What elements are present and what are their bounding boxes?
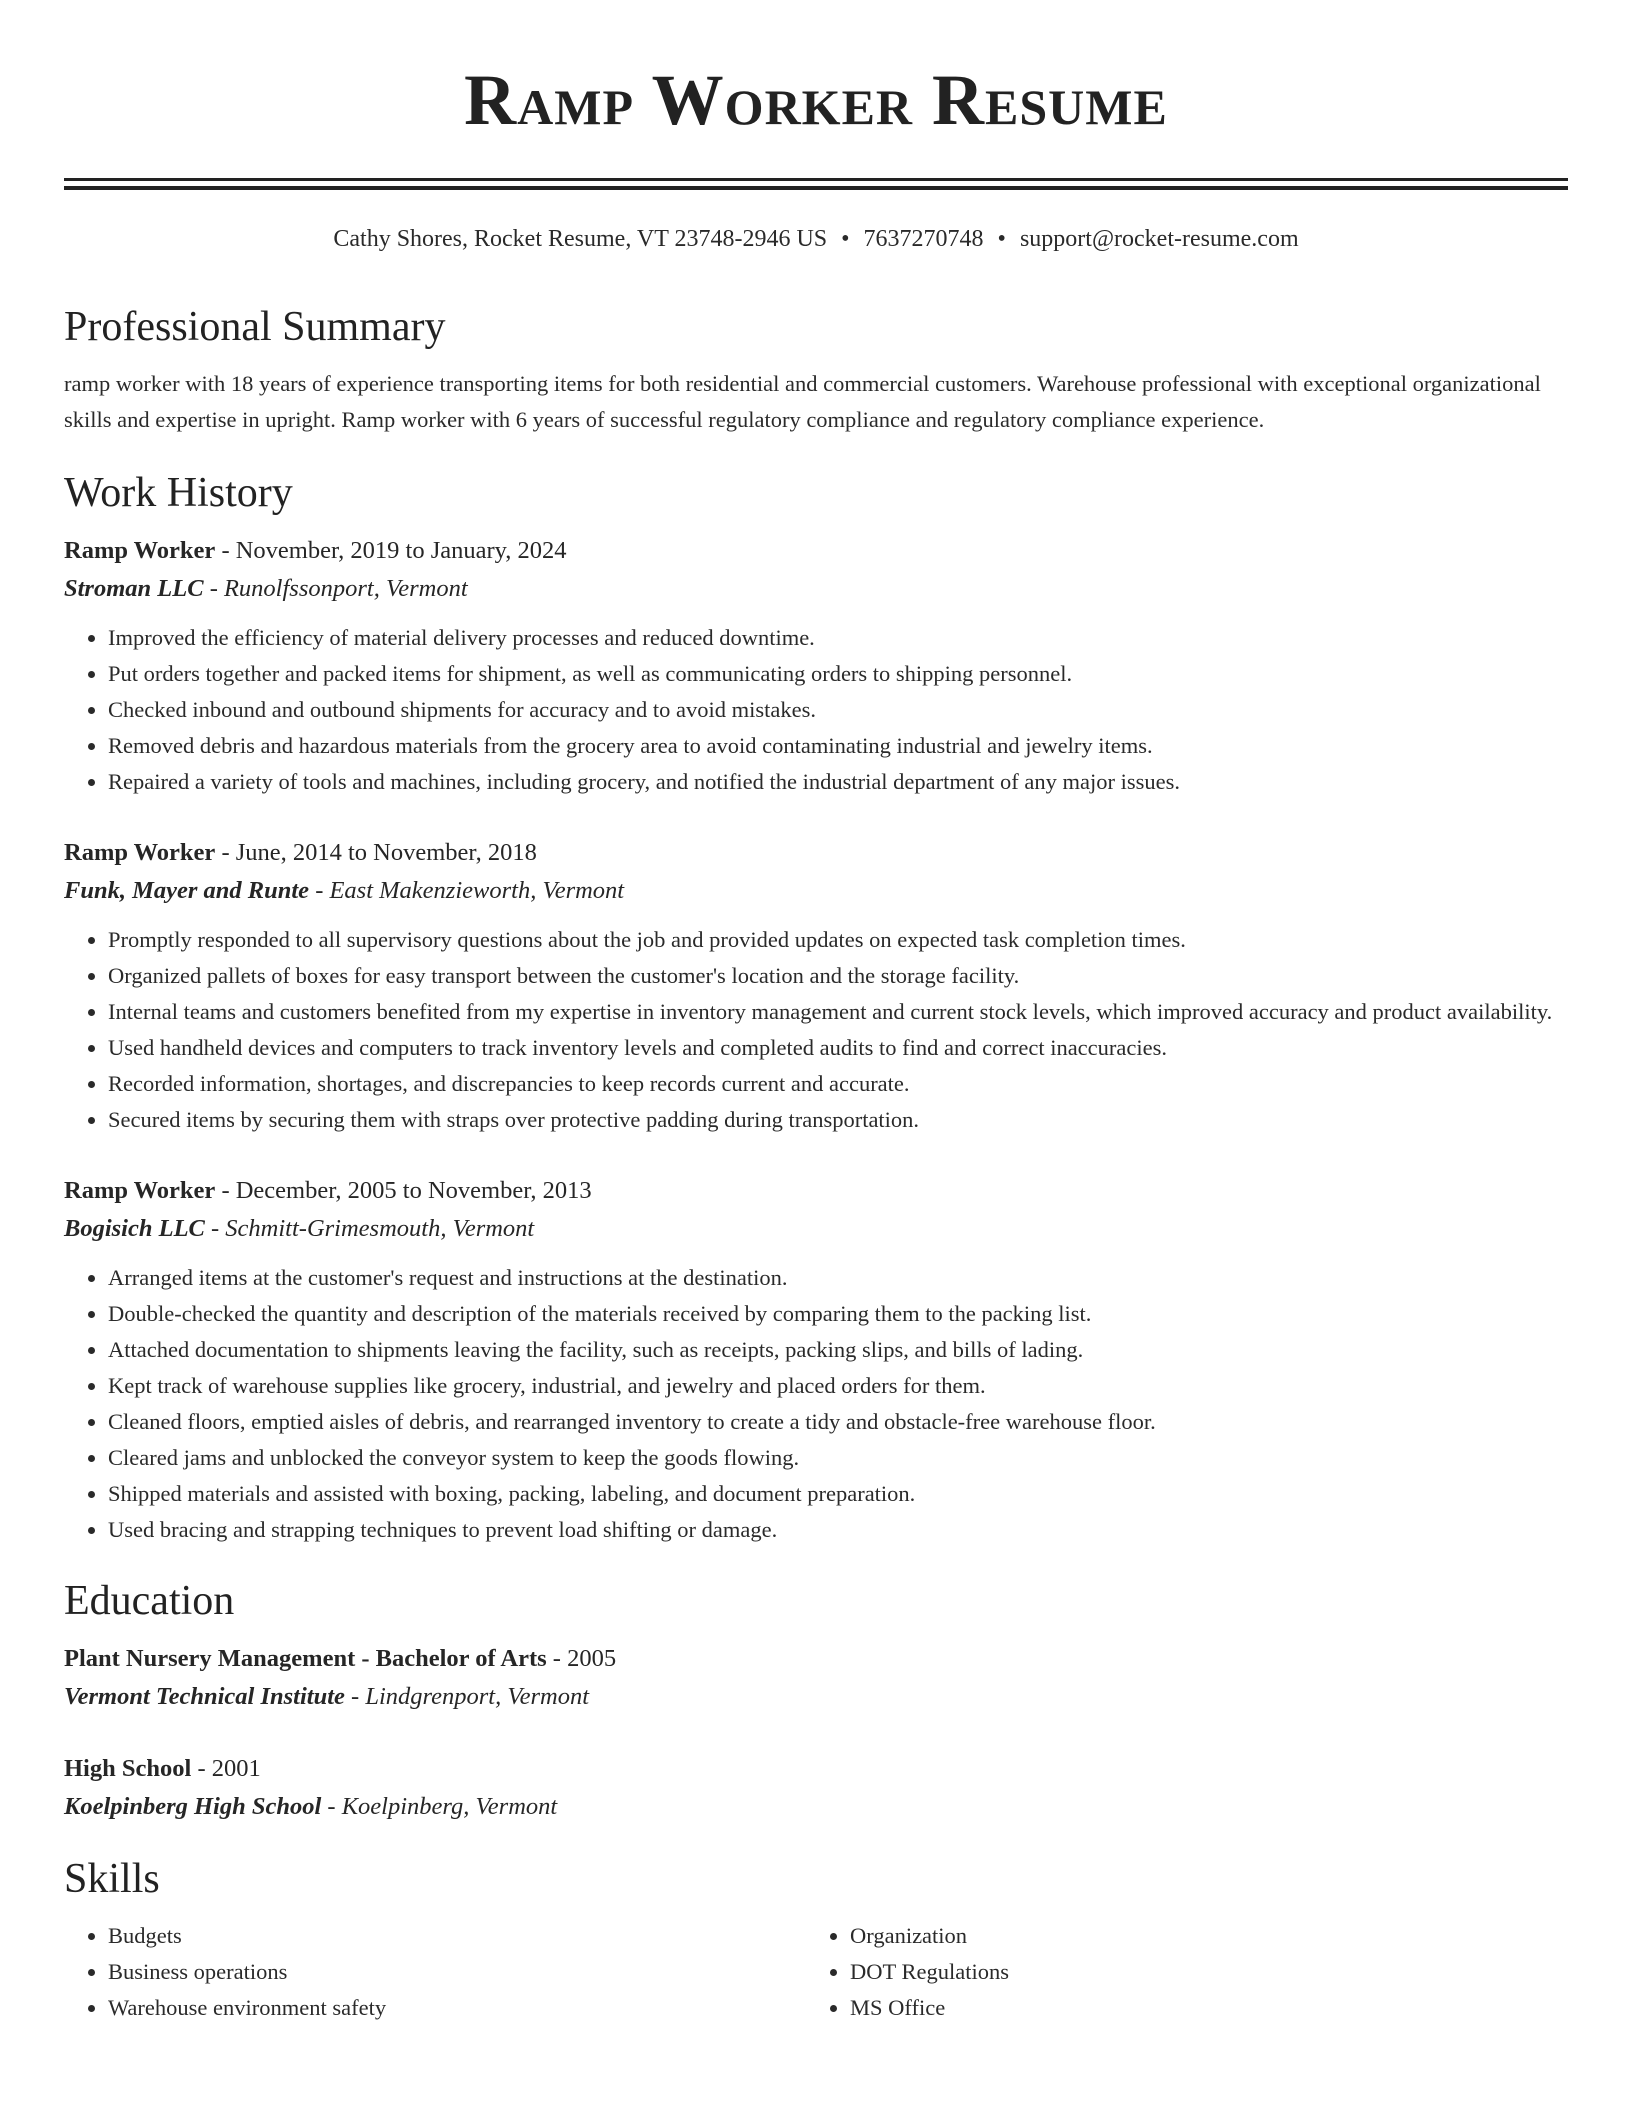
summary-text: ramp worker with 18 years of experience transporting items for both residential and commercial customers. Warehouse professional with exceptional organizational skills and expertise in upright. Ramp worker with 6 years of successful regulatory compliance and regulatory compliance experience.	[64, 371, 1541, 432]
job-title-line	[64, 834, 1568, 872]
skills-column-right	[806, 1918, 1548, 2026]
job-bullets	[64, 1260, 1568, 1548]
title-divider	[64, 178, 1568, 190]
education-year: - 2005	[552, 1645, 617, 1672]
education-school: Koelpinberg High School	[64, 1793, 322, 1820]
skill-item: • Organization	[850, 1918, 1548, 1954]
skill-item: • Budgets	[108, 1918, 806, 1954]
education	[64, 1640, 1568, 1826]
education-degree-line	[64, 1750, 1568, 1788]
education-degree: Plant Nursery Management - Bachelor of Arts	[64, 1645, 547, 1672]
education-degree: High School	[64, 1755, 192, 1782]
job-bullet: • Kept track of warehouse supplies like grocery, industrial, and jewelry and placed orders for them.	[108, 1368, 1568, 1404]
job-title: Ramp Worker	[64, 1177, 216, 1204]
job-bullets	[64, 922, 1568, 1138]
job-bullet: • Recorded information, shortages, and discrepancies to keep records current and accurate.	[108, 1066, 1568, 1102]
contact-address: Cathy Shores, Rocket Resume, VT 23748-2946 US	[333, 226, 828, 252]
job-company: Stroman LLC	[64, 575, 204, 602]
job-company-line	[64, 872, 1568, 910]
skills-heading: Skills	[64, 1856, 160, 1902]
job-company-line	[64, 570, 1568, 608]
job-bullet: • Removed debris and hazardous materials from the grocery area to avoid contaminating industrial and jewelry items.	[108, 728, 1568, 764]
education-school-line	[64, 1788, 1568, 1826]
education-degree-line	[64, 1640, 1568, 1678]
job-location: - East Makenzieworth, Vermont	[315, 877, 625, 904]
education-school-line	[64, 1678, 1568, 1716]
contact-separator: •	[997, 226, 1006, 252]
education-entry	[64, 1640, 1568, 1716]
job-location: - Runolfssonport, Vermont	[209, 575, 468, 602]
job-company: Bogisich LLC	[64, 1215, 205, 1242]
job-title: Ramp Worker	[64, 537, 216, 564]
resume-title: Ramp Worker Resume	[464, 60, 1168, 140]
education-entry	[64, 1750, 1568, 1826]
skills-column-left	[64, 1918, 806, 2026]
work-history	[64, 532, 1568, 1548]
job-bullet: • Internal teams and customers benefited from my expertise in inventory management and current stock levels, which improved accuracy and product availability.	[108, 994, 1568, 1030]
job-bullet: • Put orders together and packed items for shipment, as well as communicating orders to shipping personnel.	[108, 656, 1568, 692]
job-company: Funk, Mayer and Runte	[64, 877, 310, 904]
job-company-line	[64, 1210, 1568, 1248]
job-bullet: • Checked inbound and outbound shipments for accuracy and to avoid mistakes.	[108, 692, 1568, 728]
job-bullet: • Used handheld devices and computers to track inventory levels and completed audits to find and correct inaccuracies.	[108, 1030, 1568, 1066]
job-title-line	[64, 532, 1568, 570]
job-location: - Schmitt-Grimesmouth, Vermont	[211, 1215, 535, 1242]
job-bullet: • Improved the efficiency of material delivery processes and reduced downtime.	[108, 620, 1568, 656]
job-bullet: • Secured items by securing them with straps over protective padding during transportation.	[108, 1102, 1568, 1138]
skills-list	[64, 1918, 1568, 2026]
contact-line	[64, 222, 1568, 256]
job-bullet: • Organized pallets of boxes for easy transport between the customer's location and the storage facility.	[108, 958, 1568, 994]
contact-phone: 7637270748	[863, 226, 984, 252]
job-dates: - December, 2005 to November, 2013	[221, 1177, 592, 1204]
job-bullet: • Double-checked the quantity and description of the materials received by comparing them to the packing list.	[108, 1296, 1568, 1332]
skill-item: • MS Office	[850, 1990, 1548, 2026]
job-bullet: • Attached documentation to shipments leaving the facility, such as receipts, packing slips, and bills of lading.	[108, 1332, 1568, 1368]
job-bullet: • Repaired a variety of tools and machines, including grocery, and notified the industrial department of any major issues.	[108, 764, 1568, 800]
education-location: - Lindgrenport, Vermont	[351, 1683, 589, 1710]
contact-email: support@rocket-resume.com	[1019, 226, 1299, 252]
job-dates: - November, 2019 to January, 2024	[221, 537, 567, 564]
education-heading: Education	[64, 1578, 235, 1624]
job-bullets	[64, 620, 1568, 800]
work-history-heading: Work History	[64, 470, 293, 516]
education-location: - Koelpinberg, Vermont	[327, 1793, 558, 1820]
job-entry	[64, 1172, 1568, 1548]
job-bullet: • Arranged items at the customer's request and instructions at the destination.	[108, 1260, 1568, 1296]
job-bullet: • Shipped materials and assisted with boxing, packing, labeling, and document preparation.	[108, 1476, 1568, 1512]
education-year: - 2001	[197, 1755, 261, 1782]
job-entry	[64, 532, 1568, 800]
skill-item: • Business operations	[108, 1954, 806, 1990]
job-bullet: • Cleared jams and unblocked the conveyor system to keep the goods flowing.	[108, 1440, 1568, 1476]
job-bullet: • Used bracing and strapping techniques to prevent load shifting or damage.	[108, 1512, 1568, 1548]
contact-separator: •	[841, 226, 850, 252]
job-dates: - June, 2014 to November, 2018	[221, 839, 537, 866]
summary-heading: Professional Summary	[64, 304, 446, 350]
skill-item: • DOT Regulations	[850, 1954, 1548, 1990]
job-bullet: • Cleaned floors, emptied aisles of debris, and rearranged inventory to create a tidy and obstacle-free warehouse floor.	[108, 1404, 1568, 1440]
education-school: Vermont Technical Institute	[64, 1683, 345, 1710]
skill-item: • Warehouse environment safety	[108, 1990, 806, 2026]
job-bullet: • Promptly responded to all supervisory questions about the job and provided updates on expected task completion times.	[108, 922, 1568, 958]
job-title: Ramp Worker	[64, 839, 216, 866]
job-entry	[64, 834, 1568, 1138]
job-title-line	[64, 1172, 1568, 1210]
